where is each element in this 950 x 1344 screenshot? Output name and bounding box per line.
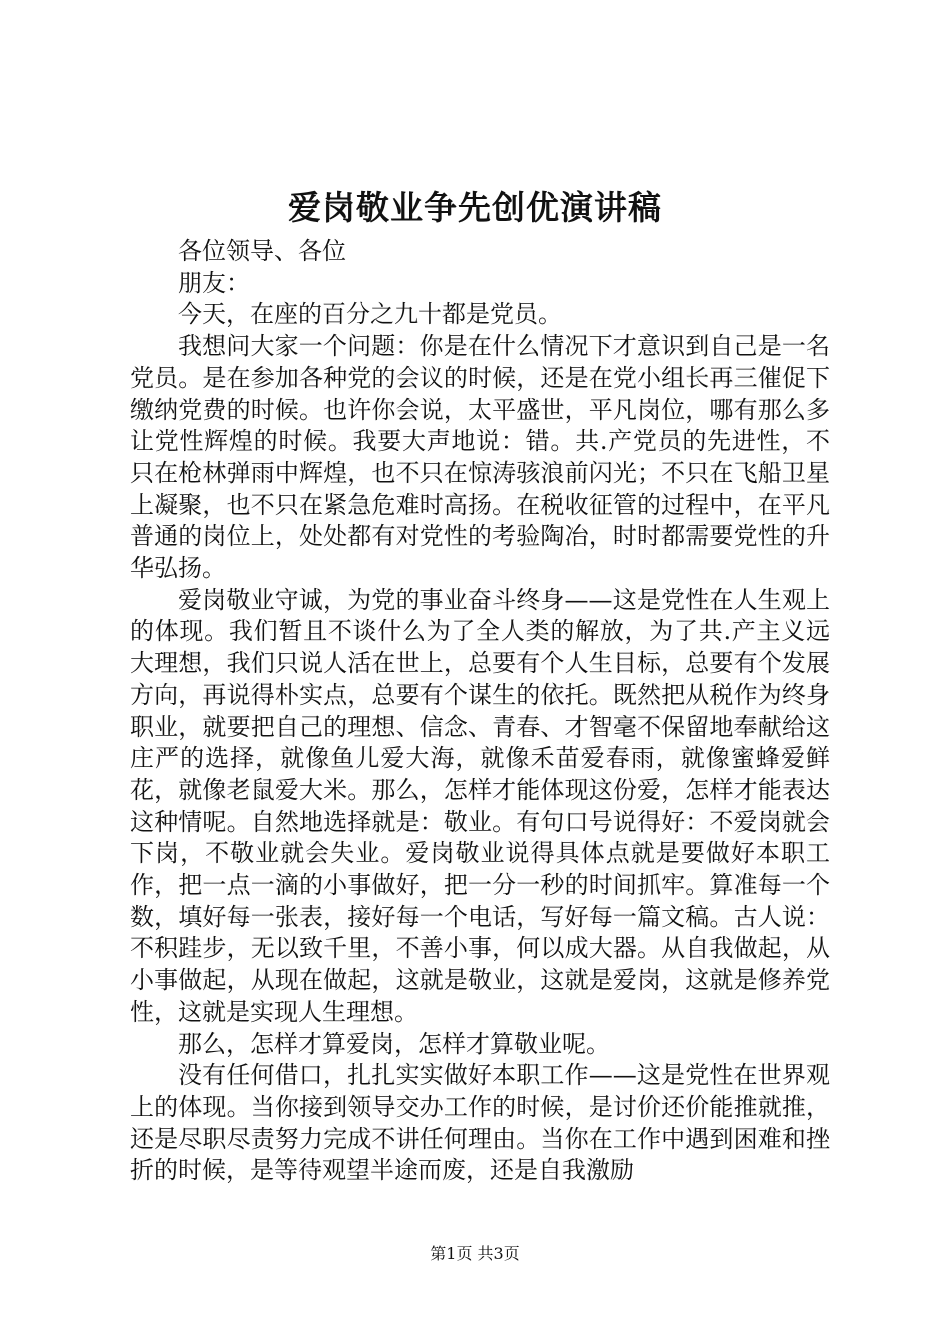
document-title: 爱岗敬业争先创优演讲稿 bbox=[288, 188, 662, 227]
document-body bbox=[130, 236, 830, 1187]
page-indicator: 第1页 共3页 bbox=[430, 1244, 520, 1263]
body-paragraph: 爱岗敬业守诚，为党的事业奋斗终身——这是党性在人生观上的体现。我们暂且不谈什么为了全人类的解放，为了共.产主义远大理想，我们只说人活在世上，总要有个人生目标，总要有个发展方向，再说得朴实点，总要有个谋生的依托。既然把从税作为终身职业，就要把自己的理想、信念、青春、才智毫不保留地奉献给这庄严的选择，就像鱼儿爱大海，就像禾苗爱春雨，就像蜜蜂爱鲜花，就像老鼠爱大米。那么，怎样才能体现这份爱，怎样才能表达这种情呢。自然地选择就是：敬业。有句口号说得好：不爱岗就会下岗，不敬业就会失业。爱岗敬业说得具体点就是要做好本职工作，把一点一滴的小事做好，把一分一秒的时间抓牢。算准每一个数，填好每一张表，接好每一个电话，写好每一篇文稿。古人说：不积跬步，无以致千里，不善小事，何以成大器。从自我做起，从小事做起，从现在做起，这就是敬业，这就是爱岗，这就是修养党性，这就是实现人生理想。 bbox=[130, 585, 830, 1026]
body-paragraph: 没有任何借口，扎扎实实做好本职工作——这是党性在世界观上的体现。当你接到领导交办工作的时候，是讨价还价能推就推，还是尽职尽责努力完成不讲任何理由。当你在工作中遇到困难和挫折的时候，是等待观望半途而废，还是自我激励 bbox=[130, 1061, 830, 1185]
salutation-line-2: 朋友： bbox=[178, 268, 250, 297]
body-paragraph: 今天，在座的百分之九十都是党员。 bbox=[178, 300, 562, 329]
body-paragraph: 我想问大家一个问题：你是在什么情况下才意识到自己是一名党员。是在参加各种党的会议的时候，还是在党小组长再三催促下缴纳党费的时候。也许你会说，太平盛世，平凡岗位，哪有那么多让党性辉煌的时候。我要大声地说：错。共.产党员的先进性，不只在枪林弹雨中辉煌，也不只在惊涛骇浪前闪光；不只在飞船卫星上凝聚，也不只在紧急危难时高扬。在税收征管的过程中，在平凡普通的岗位上，处处都有对党性的考验陶冶，时时都需要党性的升华弘扬。 bbox=[130, 332, 830, 583]
body-paragraph: 那么，怎样才算爱岗，怎样才算敬业呢。 bbox=[178, 1029, 610, 1058]
salutation-line-1: 各位领导、各位 bbox=[178, 237, 346, 265]
